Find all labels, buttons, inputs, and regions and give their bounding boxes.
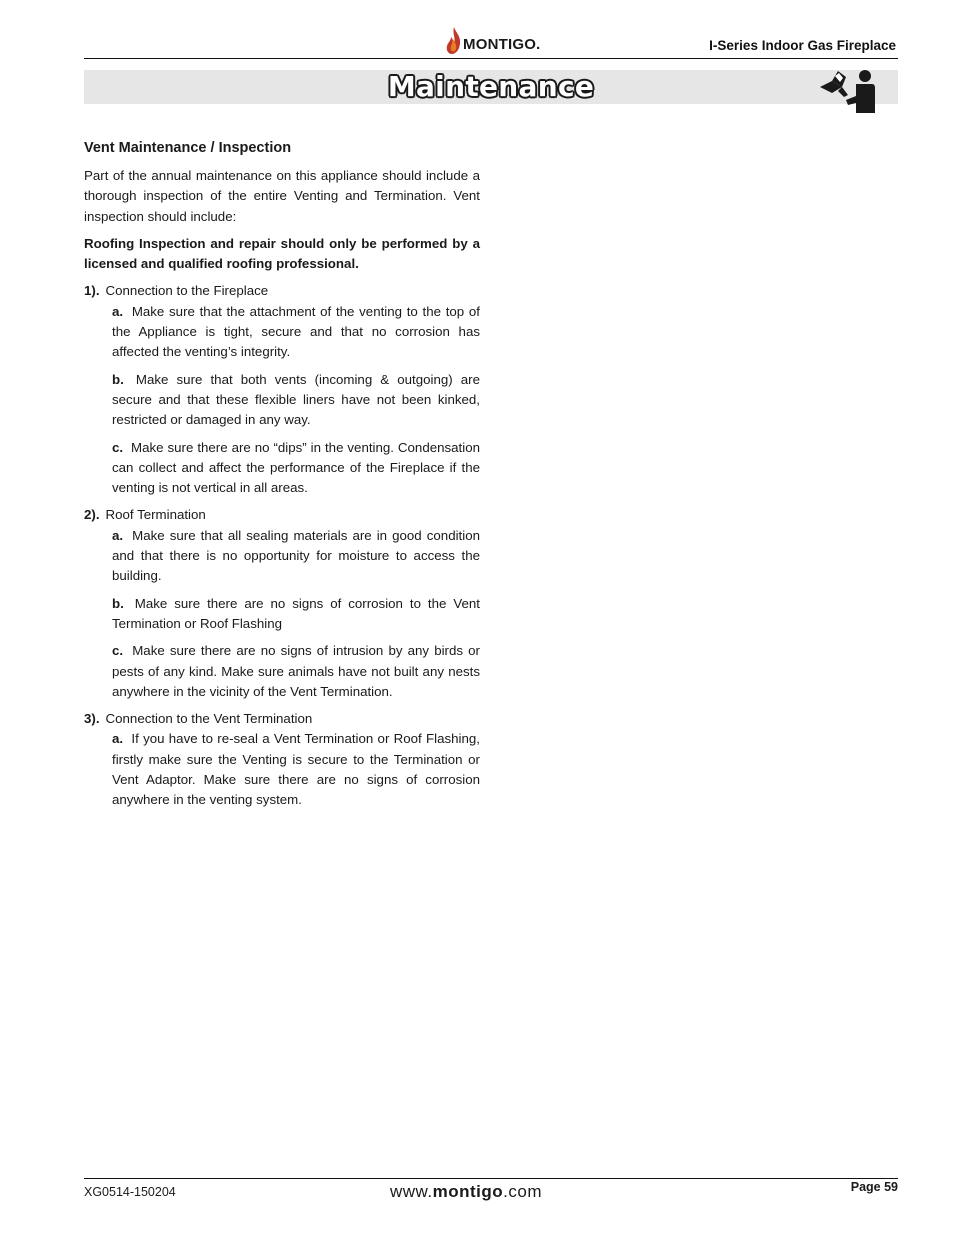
footer-rule: [84, 1178, 898, 1179]
page-title: Maintenance: [387, 70, 595, 103]
item-number: 1).: [84, 283, 100, 299]
sub-item-text: Make sure there are no signs of intrusion by any birds or pests of any kind. Make sure animals have not built any nests anywhere in the vicinity of the Vent Termination.: [112, 643, 480, 699]
sub-item: [112, 594, 480, 635]
title-banner: [84, 70, 898, 104]
reader-manual-icon: [818, 67, 878, 115]
sub-item: [112, 438, 480, 499]
sub-item-letter: b.: [112, 595, 124, 611]
sub-item-letter: a.: [112, 527, 124, 543]
item-number: 3).: [84, 711, 100, 727]
page-number: Page 59: [850, 1180, 898, 1194]
sub-item: [112, 370, 480, 431]
sub-item: [112, 729, 480, 810]
sub-item-letter: a.: [112, 731, 124, 747]
sub-item: [112, 302, 480, 363]
checklist-item-1: [84, 281, 480, 498]
sub-item-text: Make sure there are no signs of corrosion to the Vent Termination or Roof Flashing: [112, 595, 480, 631]
sub-item: [112, 641, 480, 702]
item-number: 2).: [84, 507, 100, 523]
item-title: Connection to the Fireplace: [105, 283, 269, 299]
website-prefix: www.: [390, 1182, 433, 1201]
sub-item-text: Make sure that the attachment of the venting to the top of the Appliance is tight, secure and that no corrosion has affected the venting’s integrity.: [112, 303, 480, 360]
checklist-item-3: [84, 709, 480, 810]
brand-logo: [446, 25, 540, 55]
section-heading: Vent Maintenance / Inspection: [84, 140, 292, 156]
sub-item-text: If you have to re-seal a Vent Termination or Roof Flashing, firstly make sure the Venting is secure to the Termination or Vent Adaptor. Make sure there are no signs of corrosion anywhere in the venting system.: [112, 731, 480, 808]
sub-item-text: Make sure that both vents (incoming & outgoing) are secure and that these flexible liners have not been kinked, restricted or damaged in any way.: [112, 371, 480, 428]
item-heading: [84, 281, 480, 301]
sub-item-letter: a.: [112, 303, 124, 319]
checklist-item-2: [84, 505, 480, 702]
item-heading: [84, 709, 480, 729]
warning-paragraph: Roofing Inspection and repair should only be performed by a licensed and qualified roofing professional.: [84, 235, 480, 272]
sub-item-letter: b.: [112, 371, 124, 387]
document-code: XG0514-150204: [84, 1185, 176, 1199]
website-brand: montigo: [432, 1182, 504, 1201]
item-heading: [84, 505, 480, 525]
sub-item-letter: c.: [112, 439, 124, 455]
flame-logo-icon: [446, 27, 462, 55]
website-suffix: .com: [503, 1182, 543, 1201]
item-title: Connection to the Vent Termination: [105, 711, 313, 727]
sub-item-text: Make sure that all sealing materials are in good condition and that there is no opportunity for moisture to access the building.: [112, 527, 480, 584]
website-link[interactable]: [390, 1182, 542, 1202]
main-content: [84, 139, 480, 818]
product-title: I-Series Indoor Gas Fireplace: [709, 38, 896, 53]
sub-item-text: Make sure there are no “dips” in the venting. Condensation can collect and affect the performance of the Fireplace if the venting is not vertical in all areas.: [112, 439, 480, 496]
sub-item-letter: c.: [112, 643, 124, 659]
intro-paragraph: Part of the annual maintenance on this appliance should include a thorough inspection of the entire Venting and Termination. Vent inspection should include:: [84, 168, 480, 224]
sub-item: [112, 526, 480, 587]
logo-text: MONTIGO.: [463, 36, 541, 53]
header-rule: [84, 58, 898, 59]
item-title: Roof Termination: [105, 507, 206, 523]
